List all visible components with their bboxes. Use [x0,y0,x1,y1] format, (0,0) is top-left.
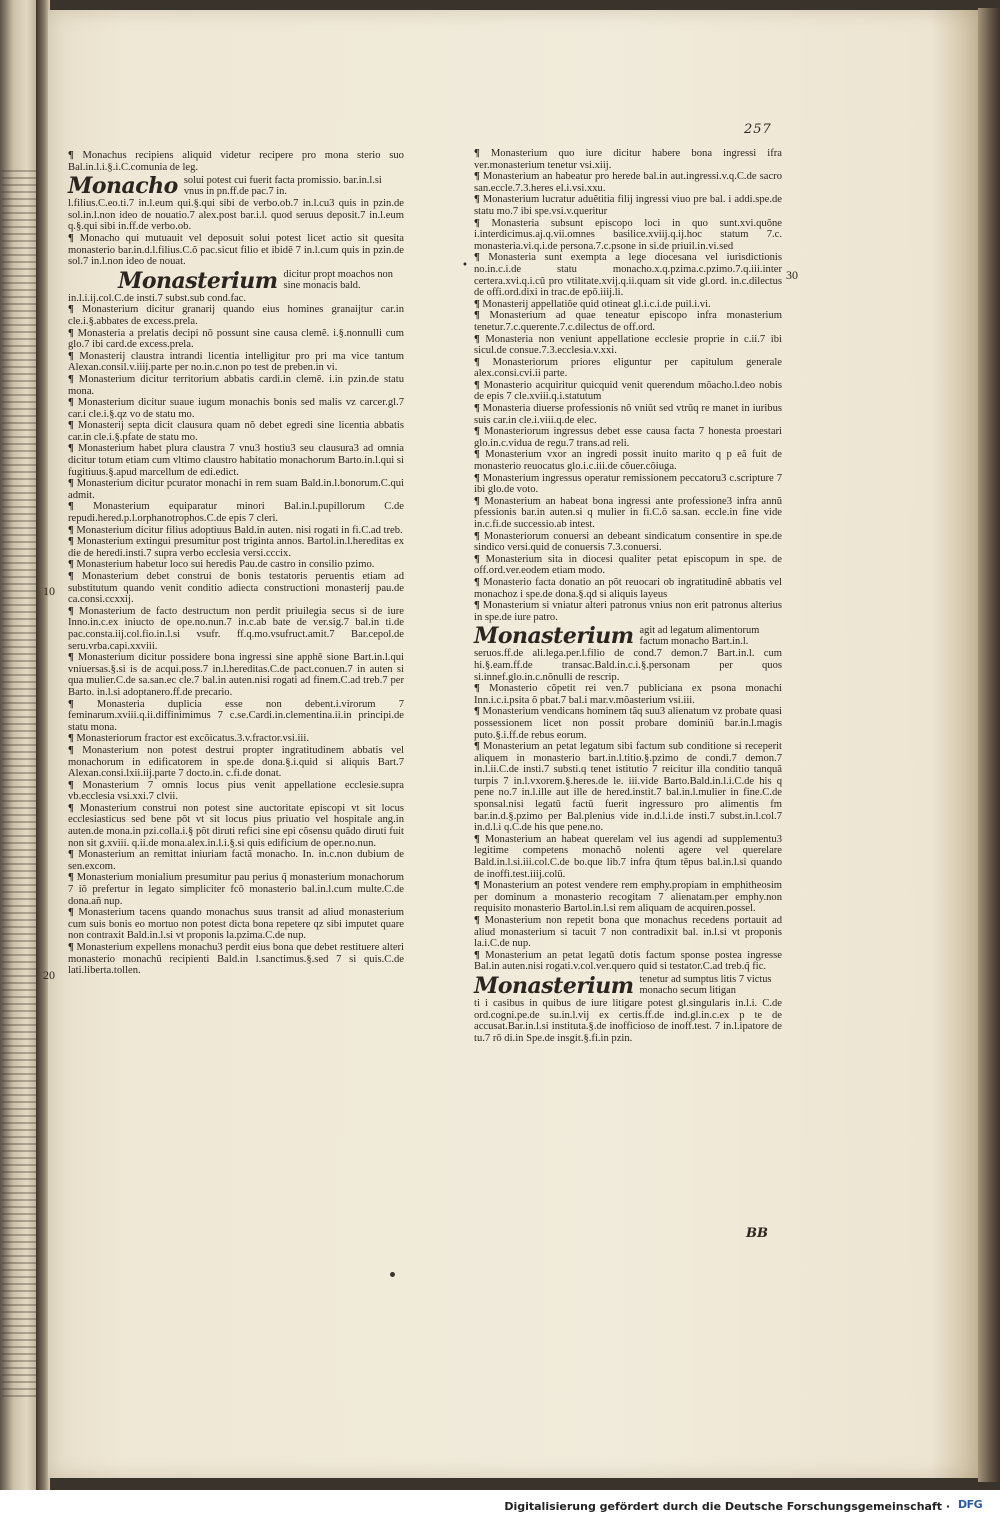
left-page-edge [0,0,38,1490]
entry: ¶ Monasterium dicitur granarij quando eius homines granaijtur car.in cle.i.§.abbates de excess.prela. [68,304,404,327]
entry: ¶ Monasterium equiparatur minori Bal.in.l.pupillorum C.de repudi.hered.p.l.orphanotrophos.C.de epis 7 cleri. [68,501,404,524]
headword-text: agit ad legatum alimentorum factum monacho Bart.in.l. [639,624,760,647]
entry: ¶ Monasterium dicitur territorium abbatis cardi.in clemẽ. i.in pzin.de statu mona. [68,374,404,397]
entry-continuation: seruos.ff.de ali.lega.per.l.filio de cond.7 demon.7 Bart.in.l. cum hi.§.eam.ff.de transac.Bald.in.c.i.§.personam per quos si.innef.glo.in.c.nõnulli de rescrip. [474,648,782,683]
entry: ¶ Monasterium an habeat bona ingressi ante professione3 infra annũ pfessionis bar.in auten.si q mulier in fi.C.õ sa.san. eccle.in fine vide in.c.fi.de successio.ab intest. [474,496,782,531]
entry: ¶ Monasterium vxor an ingredi possit inuito marito q p eã fuit de monasterio reuocatus glo.i.c.iii.de cõuer.cõiuga. [474,449,782,472]
entry: ¶ Monasterium an habeatur pro herede bal.in aut.ingressi.v.q.C.de sacro san.eccle.7.3.heres el.i.vsi.xxu. [474,171,782,194]
entry: ¶ Monasterium quo iure dicitur habere bona ingressi ifra ver.monasterium tenetur vsi.xiij. [474,148,782,171]
entry-continuation: l.filius.C.eo.ti.7 in.l.eum qui.§.qui sibi de verbo.ob.7 in.l.cu3 quis in pzin.de sol.in.l.non ideo de nouatio.7 alex.post bar.i.l. quod seruus deposit.7 in.l.eum q.§.qui sibi in.ff.de verbo.ob. [68,198,404,233]
entry: ¶ Monasterium non potest destrui propter ingratitudinem abbatis vel monachorum in edificatorem in spe.de dona.§.i.quid si aliquis Bart.7 Alexan.consi.lxii.iij.parte 7 docto.in. c.fi.de donat. [68,745,404,780]
headword-block [474,974,782,997]
entry: ¶ Monasterium monialium presumitur pau perius q̃ monasterium monachorum 7 iõ prefertur in legato simpliciter fcõ monasterio bal.in.l.cum multe.C.de dona.añ nup. [68,872,404,907]
entry: ¶ Monasterio cõpetit rei ven.7 publiciana ex psona monachi Inn.i.c.i.psita õ pbat.7 bal.i mar.v.mõasterium vsi.iii. [474,683,782,706]
entry: ¶ Monachus recipiens aliquid videtur recipere pro mona sterio suo Bal.in.l.i.§.i.C.comunia de leg. [68,150,404,173]
entry: ¶ Monasterium ingressus operatur remissionem peccatoru3 c.scripture 7 ibi glo.de voto. [474,473,782,496]
entry: ¶ Monasteriorum priores eliguntur per capitulum generale alex.consi.cvi.ii parte. [474,357,782,380]
footer-bar [0,1490,1000,1523]
headword-text: solui potest cui fuerit facta promissio. bar.in.l.si vnus in pn.ff.de pac.7 in. [183,174,382,197]
entry: ¶ Monasterium an remittat iniuriam factã monacho. In. in.c.non dubium de sen.excom. [68,849,404,872]
entry: ¶ Monasterij claustra intrandi licentia intelligitur pro pri ma vice tantum Alexan.consil.v.iiij.parte per no.in.c.non po test de preben.in vi. [68,351,404,374]
entry: ¶ Monasterium dicitur pcurator monachi in rem suam Bald.in.l.bonorum.C.qui admit. [68,478,404,501]
entry: ¶ Monasteria subsunt episcopo loci in quo sunt.xvi.quõne i.interdicimus.aj.q.vii.omnes basilice.xviij.q.ij.hoc statum 7.c. monasteria.vi.q.i.de persona.7.c.psone in si.de priuil.in.vi.sed [474,218,782,253]
right-text-column [474,148,782,1044]
entry: ¶ Monasterium an petat legatũ dotis factum sponse postea ingresse Bal.in auten.nisi rogati.v.col.ver.quero quid si testator.C.ad treb.q̃ fic. [474,950,782,973]
margin-mark: • [462,260,468,271]
left-text-column [68,150,404,977]
entry: ¶ Monasteriorum conuersi an debeant sindicatum consentire in spe.de sindico versi.quid de conuersis 7.3.conuersi. [474,531,782,554]
entry: ¶ Monasterio acquiritur quicquid venit querendum mõacho.l.deo nobis de epis 7 cle.xviii.q.i.statutum [474,380,782,403]
signature-mark: BB [746,1226,768,1241]
entry: ¶ Monasterium dicitur filius adoptiuus Bald.in auten. nisi rogati in fi.C.ad treb. [68,525,404,537]
entry: ¶ Monasteriorum ingressus debet esse causa facta 7 honesta proestari glo.in.c.vidua de regu.7 trans.ad reli. [474,426,782,449]
entry: ¶ Monasterium construi non potest sine auctoritate episcopi vt sit locus ecclesiasticus sed bene põt vt sit locus pius priuatio vel hospitale ang.in auten.de mona.in pzi.colla.i.§ põt diruti refici sine epi cõsensu quãdo diruti fuit non sit g.xviii. q.ii.de mona.alex.in.l.i.§.si quis edificium de oper.no.nun. [68,803,404,849]
headword: Monasterium [474,972,634,999]
entry: ¶ Monasterio facta donatio an põt reuocari ob ingratitudinẽ abbatis vel monachoz i spe.de dona.§.qd si aliquis layeus [474,577,782,600]
entry: ¶ Monasterij septa dicit clausura quam nõ debet egredi sine licentia abbatis car.in cle.i.§.pfate de statu mo. [68,420,404,443]
entry: ¶ Monasterium ad quae teneatur episcopo infra monasterium tenetur.7.c.querente.7.c.dilectus de off.ord. [474,310,782,333]
margin-line-number-10: 10 [43,584,55,598]
headword-block [474,623,782,650]
entry: ¶ Monasteria non veniunt appellatione ecclesie proprie in c.ii.7 ibi sicul.de consue.7.3.ecclesia.v.xxi. [474,334,782,357]
margin-line-number-30: 30 [786,268,798,282]
entry: ¶ Monasterium sita in diocesi qualiter petat episcopum in spe. de off.ord.ver.eodem etiam modo. [474,554,782,577]
entry: ¶ Monasterium vendicans hominem tãq suu3 alienatum vz probate quasi possessionem licet non possit probare dominiũ bar.in.l.magis puto.§.i.ff.de rebus eorum. [474,706,782,741]
entry: ¶ Monasterium habet plura claustra 7 vnu3 hostiu3 seu clausura3 ad omnia dicitur totum etiam cum vltimo claustro habitatio monachorum Barto.in.l.qui si fugitiuus.§.apud marcellum de edi.edict. [68,443,404,478]
headword: Monacho [68,173,178,200]
entry: ¶ Monacho qui mutuauit vel deposuit solui potest licet actio sit quesita monasterio bar.in.d.l.filius.C.õ pac.sicut filio et ibidẽ 7 in.l.cum quis in pzin.de sol.7 in.l.non ideo de nouat. [68,233,404,268]
entry: ¶ Monasterium debet construi de bonis testatoris peruentis etiam ad substitutum quando venit conditio adiecta constructioni monasterij pau.de ca.consi.ccxxij. [68,571,404,606]
entry: ¶ Monasterium de facto destructum non perdit priuilegia secus si de iure Inno.in.c.ex iniucto de ope.no.nun.7 in.c.ab bate de ver.sig.7 bal.in ti.de pac.consta.iij.col.fio.in.l.si vsufr. ff.q.mo.vsufruct.amit.7 Bar.cepol.de seru.vrba.capi.xxviii. [68,606,404,652]
margin-line-number-20: 20 [43,968,55,982]
headword-text: tenetur ad sumptus litis 7 victus monacho secum litigan [639,974,772,997]
entry: ¶ Monasterij appellatiõe quid otineat gl.i.c.i.de puil.i.vi. [474,299,782,311]
dfg-logo: DFG [958,1498,983,1511]
headword-text: dicitur propt moachos non sine monacis bald. [283,269,393,292]
entry: ¶ Monasteria duplicia esse non debent.i.virorum 7 feminarum.xviii.q.ii.diffinimimus 7 c.se.Cardi.in.clementina.ii.in principi.de statu mona. [68,699,404,734]
headword-block [68,173,404,200]
entry: ¶ Monasterium lucratur aduẽtitia filij ingressi viuo pre bal. i addi.spe.de statu mo.7 ibi spe.vsi.v.queritur [474,194,782,217]
entry: ¶ Monasterium habetur loco sui heredis Pau.de castro in consilio pzimo. [68,559,404,571]
entry: ¶ Monasterium expellens monachu3 perdit eius bona que debet restituere alteri monasterio monachũ recipienti Bald.in l.sanctimus.§.sed 7 si quis.C.de lati.liberta.tollen. [68,942,404,977]
funding-note: Digitalisierung gefördert durch die Deutsche Forschungsgemeinschaft · [504,1500,950,1513]
entry: ¶ Monasterium 7 omnis locus pius venit appellatione ecclesie.supra vb.ecclesia vsi.xxi.7 clvii. [68,780,404,803]
entry: ¶ Monasterium tacens quando monachus suus transit ad aliud monasterium cum suis bonis eo mortuo non potest dicta bona repetere qz sibi imputet quare non contraxit Bald.in.l.si vt proponis la.pzima.C.de nup. [68,907,404,942]
entry: ¶ Monasterium an potest vendere rem emphy.propiam in emphitheosim per dominum a monasterio recogitam 7 alienatam.per emphy.non requisito monasterio Bartol.in.l.si rem aliquam de acquiren.possel. [474,880,782,915]
entry: ¶ Monasterium an habeat querelam vel ius agendi ad supplementu3 legitime competens monachõ nolenti agere vel querelare Bald.in.l.si.iii.col.C.de bo.que lib.7 infra q̃tum tẽpus bal.in.l.si quando de inoffi.test.iiij.colũ. [474,834,782,880]
entry: ¶ Monasterium non repetit bona que monachus recedens portauit ad aliud monasterium si tacuit 7 non contradixit bal. in.l.si vt proponis la.i.C.de nup. [474,915,782,950]
entry: ¶ Monasterium si vniatur alteri patronus vnius non erit patronus alterius in spe.de iure patro. [474,600,782,623]
entry: ¶ Monasteria sunt exempta a lege diocesana vel iurisdictionis no.in.c.i.de statu monacho.x.q.pzima.c.pzimo.7.q.iii.inter certera.xvi.q.i.cũ pro vtilitate.xvij.q.ii.quam sit vide gl.ord. in.c.dilectus de offi.ord.dixi in trac.de epõ.iiij.li. [474,252,782,298]
paper-spot [390,1272,395,1277]
entry: ¶ Monasteriorum fractor est excõicatus.3.v.fractor.vsi.iii. [68,733,404,745]
headword: Monasterium [118,267,278,294]
entry-continuation: in.l.i.ij.col.C.de insti.7 subst.sub cond.fac. [68,292,247,304]
headword-block [68,269,404,292]
headword: Monasterium [474,623,634,650]
entry: ¶ Monasteria a prelatis decipi nõ possunt sine causa clemẽ. i.§.nonnulli cum glo.7 ibi card.de excess.prela. [68,328,404,351]
page-stack-edge [978,8,1000,1482]
entry: ¶ Monasteria diuerse professionis nõ vniũt sed vtrũq re manet in iuribus suis car.in cle.i.viii.q.de elec. [474,403,782,426]
entry: ¶ Monasterium dicitur possidere bona ingressi sine apphẽ sione Bart.in.l.qui vniuersas.§.si is de acqui.poss.7 in.l.hereditas.C.de pact.conuen.7 in auten si qua mulier.C.de sa.san.ec cle.7 bal.in auten.nisi rogati ad finem.C.ad treb.7 per Barto. in.l.si adoptanero.ff.de precario. [68,652,404,698]
entry: ¶ Monasterium an petat legatum sibi factum sub conditione si receperit aliquem in monasterio bart.in.l.titio.§.pzimo de condi.7 demon.7 in.l.ii.C.de insti.7 substi.q tenet istitutio 7 reicitur illa conditio tanquã turpis 7 in.l.vxorem.§.heres.de le. iii.vide Barto.Bald.in.l.i.C.de his q pene no.7 in.l.ille aut ille de hered.instit.7 bal.in.l.mulier in fine.C.de sponsal.nisi legatũ factũ fuerit ingressuro pro alimentis fm bar.in.d.§.pzimo per Bal.plenius vide in.d.l.i.de insti.7 subst.in.l.col.7 in.d.l.i q.C.de his que pene.no. [474,741,782,834]
entry: ¶ Monasterium extingui presumitur post triginta annos. Bartol.in.l.hereditas ex die de heredi.insti.7 supra verbo ecclesia versi.cccix. [68,536,404,559]
folio-number: 257 [744,122,772,137]
entry-continuation: ti i casibus in quibus de iure litigare potest gl.singularis in.l.i. C.de ord.cogni.pe.de su.in.l.vij ex certis.ff.de ind.gl.in.c.ex p te de accusat.Bar.in.l.si instituta.§.de inofficioso de inoff.test. 7 in.l.ipatore de tu.7 rõ di.in Spe.de insgit.§.fi.in pzin. [474,997,782,1044]
entry: ¶ Monasterium dicitur suaue iugum monachis bonis sed malis vz carcer.gl.7 car.i cle.i.§.qz vo de statu mo. [68,397,404,420]
